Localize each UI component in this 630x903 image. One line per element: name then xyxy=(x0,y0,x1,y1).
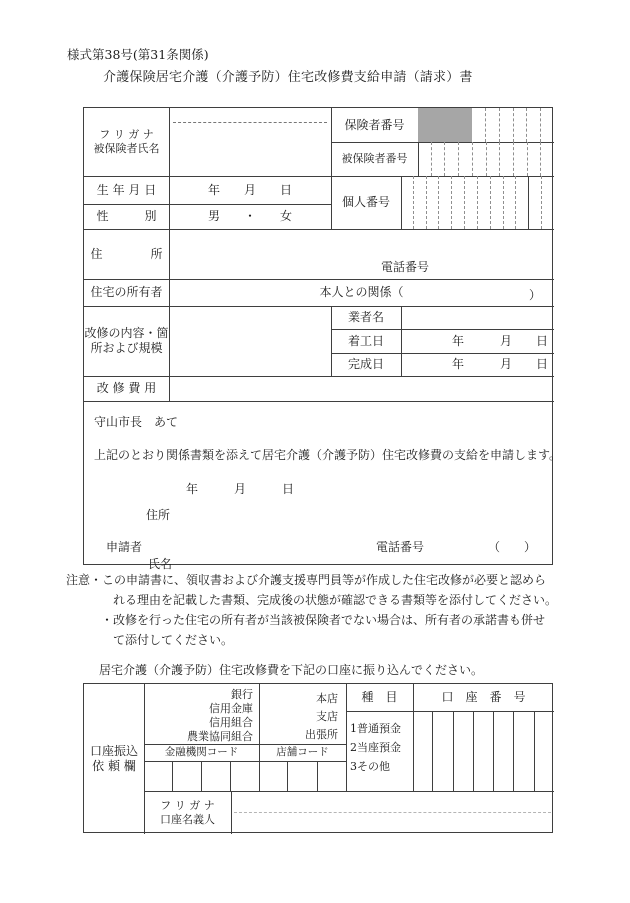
grid-line xyxy=(169,108,170,401)
digit-box xyxy=(499,142,513,176)
digit-box xyxy=(317,761,346,791)
digit-box xyxy=(230,761,259,791)
digit-box xyxy=(513,142,527,176)
digit-box xyxy=(540,108,554,142)
branch-type-branch: 支店 xyxy=(316,710,338,723)
digit-box xyxy=(458,142,472,176)
declaration-phone-parens: （ ） xyxy=(488,540,537,554)
digit-box xyxy=(438,176,451,229)
declaration-address-label: 住所 xyxy=(146,508,171,522)
bank-type-bank: 銀行 xyxy=(231,688,253,701)
owner-relation-close: ） xyxy=(529,288,542,302)
insured-number-label: 被保険者番号 xyxy=(341,152,408,166)
insurer-number-label: 保険者番号 xyxy=(344,117,405,132)
renovation-label-line2: 所および規模 xyxy=(90,341,163,355)
phone-label: 電話番号 xyxy=(381,260,430,274)
applicant-label: 申請者 xyxy=(106,540,143,554)
insured-number-boxes xyxy=(418,142,554,176)
bank-type-credit-union: 信用組合 xyxy=(209,716,253,729)
digit-box xyxy=(534,711,554,791)
note-line-2: れる理由を記載した書類、完成後の状態が確認できる書類等を添付してください。 xyxy=(113,593,558,607)
birthdate-value: 年 月 日 xyxy=(207,182,292,197)
sex-label: 性 別 xyxy=(96,209,157,223)
sex-value: 男 ・ 女 xyxy=(207,209,292,223)
branch-code-digit-boxes xyxy=(259,761,346,791)
digit-box xyxy=(287,761,316,791)
holder-name-label: 口座名義人 xyxy=(160,812,215,826)
bank-code-digit-boxes xyxy=(144,761,259,791)
digit-box xyxy=(451,176,464,229)
digit-box xyxy=(144,761,172,791)
digit-box xyxy=(527,142,541,176)
digit-box xyxy=(477,176,490,229)
branch-type-list xyxy=(259,684,346,744)
digit-box xyxy=(426,176,439,229)
contractor-label: 業者名 xyxy=(347,310,384,324)
declaration-phone-label: 電話番号 xyxy=(376,540,425,554)
main-table xyxy=(83,107,562,571)
digit-box xyxy=(513,108,527,142)
declaration-date: 年 月 日 xyxy=(186,482,295,496)
note-line-3: ・改修を行った住宅の所有者が当該被保険者でない場合は、所有者の承諾書も併せ xyxy=(101,613,546,627)
personal-number-label: 個人番号 xyxy=(341,195,390,209)
digit-box xyxy=(499,108,513,142)
digit-box xyxy=(490,176,503,229)
transfer-instruction: 居宅介護（介護予防）住宅改修費を下記の口座に振り込んでください。 xyxy=(99,663,484,677)
insured-name-label xyxy=(84,108,169,176)
branch-type-head-office: 本店 xyxy=(316,692,338,705)
shaded-cell xyxy=(418,108,472,142)
digit-box xyxy=(453,711,473,791)
transfer-section-label-line1: 口座振込 xyxy=(89,744,138,758)
digit-box xyxy=(526,108,540,142)
page-title: 介護保険居宅介護（介護予防）住宅改修費支給申請（請求）書 xyxy=(103,70,473,85)
furigana-label: フ リ ガ ナ xyxy=(99,128,154,142)
digit-box xyxy=(540,142,554,176)
account-holder-label xyxy=(144,791,231,834)
account-type-label: 種 目 xyxy=(361,690,398,704)
personal-number-boxes xyxy=(401,176,554,229)
transfer-section-label xyxy=(84,684,144,834)
digit-box xyxy=(503,176,516,229)
grid-line xyxy=(84,401,554,402)
start-date-label: 着工日 xyxy=(347,333,384,348)
digit-box xyxy=(259,761,287,791)
completion-date-value: 年 月 日 xyxy=(451,357,548,371)
digit-box xyxy=(493,711,513,791)
digit-box xyxy=(172,761,201,791)
account-type-other: 3その他 xyxy=(350,760,390,773)
start-date-value: 年 月 日 xyxy=(451,333,548,348)
form-number: 様式第38号(第31条関係) xyxy=(67,47,209,62)
branch-type-sub-branch: 出張所 xyxy=(305,728,338,741)
holder-furigana-label: フ リ ガ ナ xyxy=(160,798,215,812)
name-label: 被保険者氏名 xyxy=(93,142,160,155)
note-line-1: 注意・この申請書に、領収書および介護支援専門員等が作成した住宅改修が必要と認めら xyxy=(66,573,547,587)
digit-box xyxy=(201,761,230,791)
grid-line xyxy=(231,791,232,834)
branch-code-label: 店舗コード xyxy=(276,745,329,758)
digit-box xyxy=(413,711,432,791)
digit-box xyxy=(431,142,445,176)
digit-box xyxy=(513,711,533,791)
declaration-statement: 上記のとおり関係書類を添えて居宅介護（介護予防）住宅改修費の支給を申請します。 xyxy=(94,448,562,462)
renovation-label-line1: 改修の内容・箇 xyxy=(84,326,169,340)
digit-box xyxy=(486,142,500,176)
digit-box xyxy=(401,176,413,229)
renovation-label xyxy=(84,306,169,376)
account-type-current: 2当座預金 xyxy=(350,741,401,754)
account-type-ordinary: 1普通預金 xyxy=(350,722,401,735)
furigana-ruled-line xyxy=(173,122,327,123)
digit-box xyxy=(472,108,485,142)
address-label: 住 所 xyxy=(90,246,163,261)
insurer-number-boxes xyxy=(418,108,554,142)
bank-code-label: 金融機関コード xyxy=(164,745,239,758)
personal-digit-boxes xyxy=(401,176,554,229)
insurer-digit-boxes xyxy=(472,108,554,142)
digit-box xyxy=(473,711,493,791)
bank-type-list xyxy=(144,684,259,744)
account-number-boxes xyxy=(413,711,554,791)
holder-furigana-ruled-line xyxy=(234,812,551,813)
digit-box xyxy=(541,176,554,229)
branch-code-boxes xyxy=(259,761,346,791)
cost-label: 改 修 費 用 xyxy=(96,381,157,395)
account-number-label: 口 座 番 号 xyxy=(441,690,526,704)
completion-date-label: 完成日 xyxy=(347,357,384,371)
owner-relation: 本人との関係（ xyxy=(319,285,404,299)
digit-box xyxy=(464,176,477,229)
digit-box xyxy=(472,142,486,176)
digit-box xyxy=(485,108,499,142)
account-type-options xyxy=(346,711,413,791)
digit-box xyxy=(432,711,452,791)
digit-box xyxy=(528,176,541,229)
transfer-section-label-line2: 依 頼 欄 xyxy=(92,759,136,773)
digit-box xyxy=(515,176,528,229)
bank-type-agricoop: 農業協同組合 xyxy=(187,730,253,743)
account-digit-boxes xyxy=(413,711,554,791)
declaration-name-label: 氏名 xyxy=(148,557,173,571)
addressee: 守山市長 あて xyxy=(94,415,179,429)
insured-digit-boxes xyxy=(418,142,554,176)
digit-box xyxy=(413,176,426,229)
digit-box xyxy=(444,142,458,176)
owner-label: 住宅の所有者 xyxy=(90,285,163,299)
birthdate-label: 生 年 月 日 xyxy=(96,182,157,197)
digit-box xyxy=(418,142,431,176)
bank-type-shinkin: 信用金庫 xyxy=(209,702,253,715)
note-line-4: て添付してください。 xyxy=(113,633,234,647)
payment-table xyxy=(83,683,553,833)
bank-code-boxes xyxy=(144,761,259,791)
